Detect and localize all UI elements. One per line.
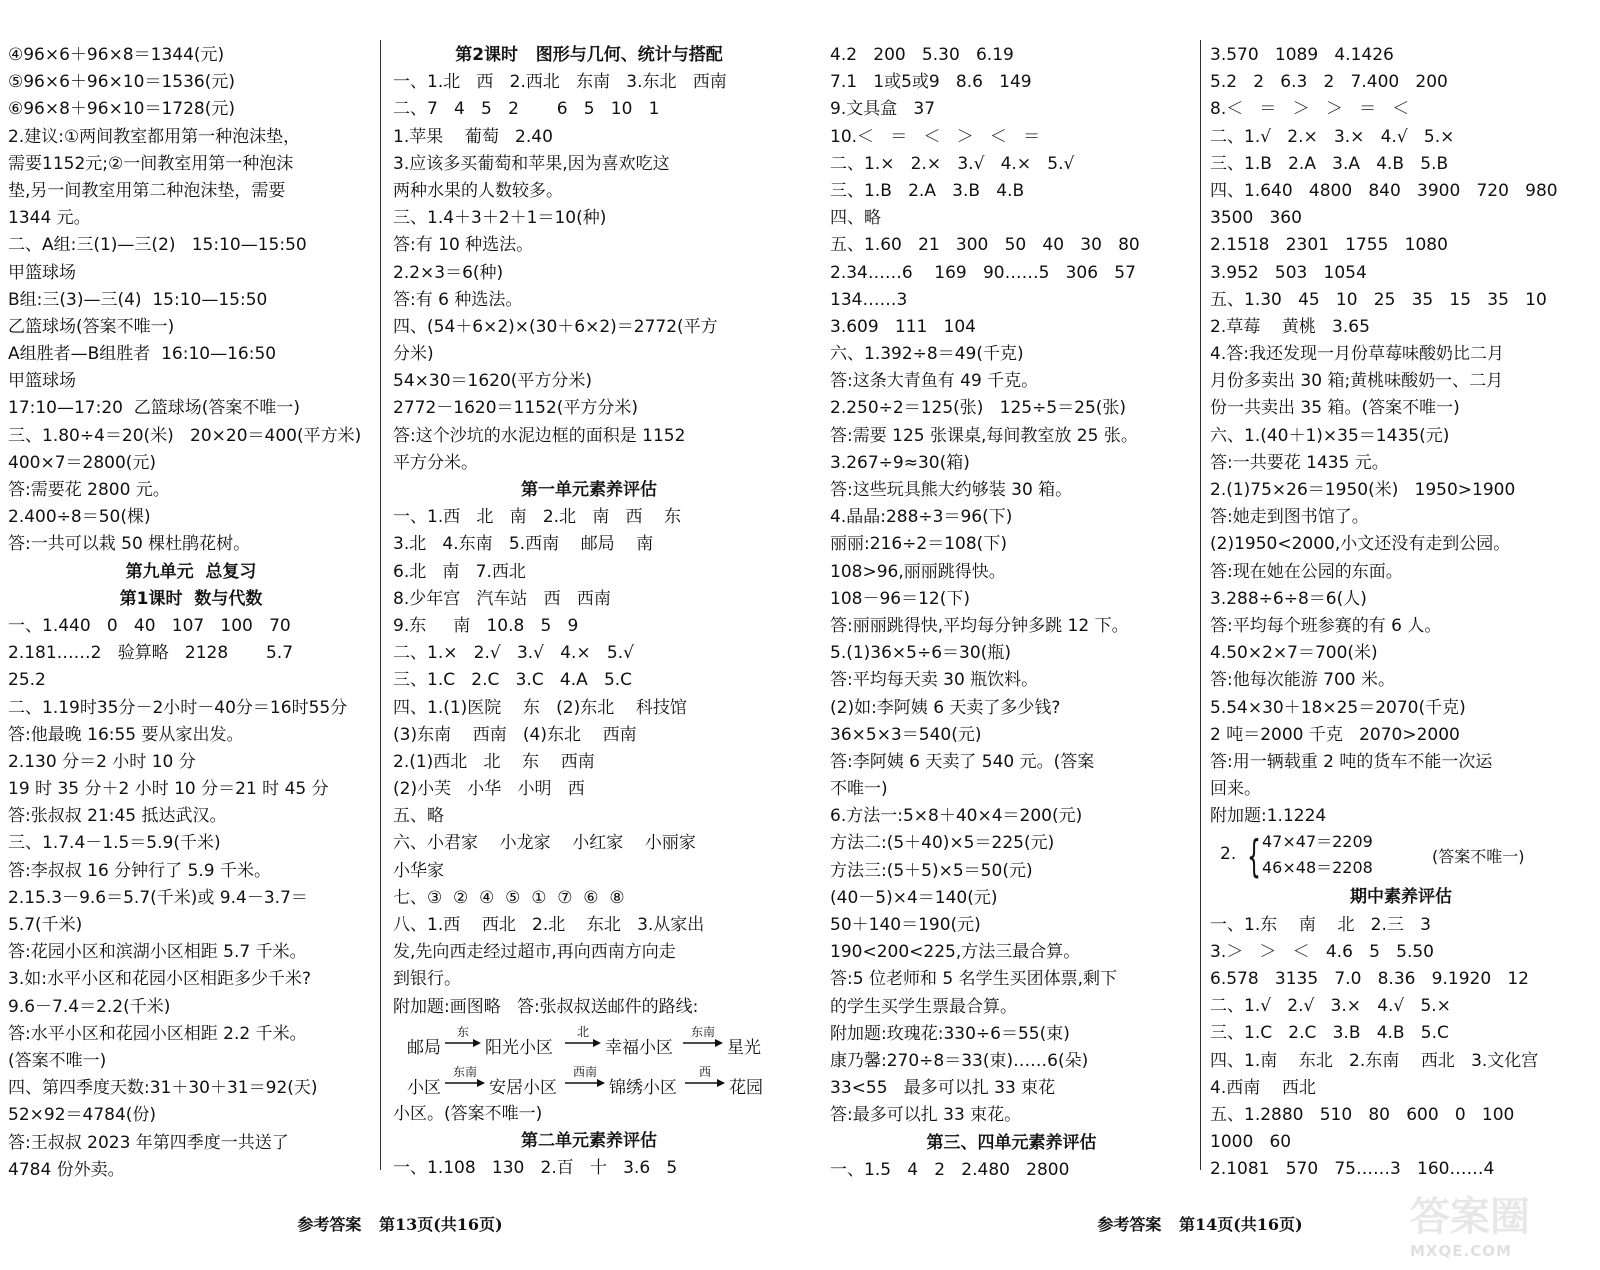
answer-line: 六、1.392÷8＝49(千克): [830, 344, 1024, 365]
answer-line: 方法三:(5＋5)×5＝50(元): [830, 860, 1033, 881]
answer-line: 答:需要 125 张课桌,每间教室放 25 张。: [830, 425, 1138, 446]
answer-line: 五、1.2880 510 80 600 0 100: [1210, 1104, 1515, 1125]
answer-line: ⑥96×8＋96×10＝1728(元): [8, 99, 235, 120]
answer-line: 二、1.19时35分－2小时－40分＝16时55分: [8, 697, 348, 718]
answer-line: 10.＜ ＝ ＜ ＞ ＜ ＝: [830, 126, 1041, 147]
answer-line: 3.609 111 104: [830, 316, 976, 337]
answer-line: (答案不唯一): [8, 1050, 107, 1071]
answer-line: 分米): [393, 344, 434, 365]
route-direction: 东南: [452, 1064, 477, 1079]
route-direction: 西: [698, 1064, 711, 1079]
answer-line: ④96×6＋96×8＝1344(元): [8, 45, 225, 65]
answer-line: 1.苹果 葡萄 2.40: [393, 126, 553, 147]
arrow-icon: [445, 1064, 485, 1093]
answer-line: 2.1081 570 75……3 160……4: [1210, 1159, 1495, 1180]
answer-line: 答:5 位老师和 5 名学生买团体票,剩下: [830, 969, 1117, 990]
answer-line: 三、1.B 2.A 3.B 4.B: [830, 180, 1025, 201]
answer-line: 2 吨＝2000 千克 2070>2000: [1210, 724, 1460, 745]
arrow-icon: [683, 1024, 723, 1053]
answer-line: 一、1.440 0 40 107 100 70: [8, 615, 291, 636]
section-heading: 第二单元素养评估: [521, 1130, 657, 1151]
answer-line: 附加题:玫瑰花:330÷6＝55(束): [830, 1023, 1070, 1044]
column-4-bottom: [1210, 884, 1592, 1183]
route-stop: 星光: [727, 1037, 761, 1058]
watermark-logo: 答案圈: [1410, 1193, 1530, 1240]
answer-line: 答:平均每个班参赛的有 6 人。: [1210, 615, 1442, 636]
answer-line: 7.1 1或5或9 8.6 149: [830, 72, 1032, 93]
answer-line: 2.130 分＝2 小时 10 分: [8, 751, 196, 772]
answer-line: 8.＜ ＝ ＞ ＞ ＝ ＜: [1210, 99, 1410, 120]
answer-line: 三、1.4＋3＋2＋1＝10(种): [393, 208, 607, 229]
answer-line: 9.东 南 10.8 5 9: [393, 615, 579, 636]
answer-line: 方法二:(5＋40)×5＝225(元): [830, 833, 1055, 854]
route-direction: 东: [456, 1024, 469, 1039]
answer-line: 2.(1)西北 北 东 西南: [393, 751, 595, 772]
route-stop: 幸福小区: [605, 1037, 673, 1058]
answer-line: 答:这个沙坑的水泥边框的面积是 1152: [393, 425, 686, 446]
answer-line: 134……3: [830, 289, 908, 310]
answer-line: 答:他最晚 16:55 要从家出发。: [8, 724, 244, 745]
answer-line: 2.400÷8＝50(棵): [8, 507, 151, 528]
footer-page-number: 第13页(共16页): [378, 1215, 503, 1234]
answer-line: 4.2 200 5.30 6.19: [830, 45, 1014, 65]
answer-line: 2.(1)75×26＝1950(米) 1950>1900: [1210, 480, 1516, 500]
answer-line: (3)东南 西南 (4)东北 西南: [393, 724, 637, 745]
answer-line: 一、1.5 4 2 2.480 2800: [830, 1159, 1070, 1180]
route-direction: 西南: [572, 1064, 597, 1079]
answer-line: 答:现在她在公园的东面。: [1210, 561, 1403, 582]
answer-line: 答:最多可以扎 33 束花。: [830, 1105, 1022, 1126]
column-divider: [380, 40, 381, 1170]
column-2: [393, 42, 785, 1182]
answer-line: 2.草莓 黄桃 3.65: [1210, 316, 1370, 337]
answer-line: 答:这些玩具熊大约够装 30 箱。: [830, 480, 1073, 500]
watermark: [1410, 1185, 1600, 1270]
column-3: [830, 42, 1193, 1184]
answer-line: 50＋140＝190(元): [830, 915, 981, 935]
answer-line: 2.250÷2＝125(张) 125÷5＝25(张): [830, 398, 1127, 419]
column-divider: [1200, 40, 1201, 1170]
page-right: [800, 0, 1600, 1270]
answer-line: 回来。: [1210, 779, 1261, 800]
answer-line: 4784 份外卖。: [8, 1159, 125, 1180]
route-stop: 锦绣小区: [609, 1077, 677, 1098]
route-stop: 邮局: [407, 1037, 441, 1058]
arrow-icon: [565, 1024, 601, 1053]
answer-line: 需要1152元;②一间教室用第一种泡沫: [8, 153, 294, 174]
section-heading: 第2课时 图形与几何、统计与搭配: [455, 45, 723, 65]
answer-line: 小华家: [393, 860, 444, 881]
equation-line: 46×48＝2208: [1262, 858, 1373, 878]
answer-line: 3.570 1089 4.1426: [1210, 45, 1394, 65]
answer-line: 2.181……2 验算略 2128 5.7: [8, 643, 294, 664]
answer-line: 答:平均每天卖 30 瓶饮料。: [830, 670, 1039, 691]
answer-line: 3.北 4.东南 5.西南 邮局 南: [393, 534, 654, 555]
column-4-top: [1210, 42, 1592, 830]
section-heading: 期中素养评估: [1350, 887, 1452, 908]
route-stop: 安居小区: [489, 1077, 557, 1098]
route-row-2: [393, 1061, 785, 1101]
answer-line: 答:这条大青鱼有 49 千克。: [830, 371, 1039, 392]
answer-line: 三、1.80÷4＝20(米) 20×20＝400(平方米): [8, 425, 362, 446]
answer-line: (2)1950<2000,小文还没有走到公园。: [1210, 534, 1511, 555]
section-heading: 第九单元 总复习: [125, 561, 257, 582]
answer-line: 3.288÷6÷8＝6(人): [1210, 588, 1367, 609]
answer-line: 一、1.108 130 2.百 十 3.6 5: [393, 1158, 678, 1179]
answer-line: 乙篮球场(答案不唯一): [8, 316, 175, 337]
footer-page-number: 第14页(共16页): [1178, 1215, 1303, 1234]
answer-line: 发,先向西走经过超市,再向西南方向走: [393, 942, 676, 963]
footer-left: [0, 1212, 800, 1235]
answer-line: 1344 元。: [8, 208, 91, 229]
answer-line: 二、1.√ 2.× 3.× 4.√ 5.×: [1210, 126, 1455, 147]
answer-line: (40－5)×4＝140(元): [830, 887, 998, 908]
answer-line: 400×7＝2800(元): [8, 452, 157, 473]
answer-line: 52×92＝4784(份): [8, 1105, 157, 1126]
answer-line: (2)小芙 小华 小明 西: [393, 779, 585, 800]
answer-note: (答案不唯一): [1432, 847, 1525, 867]
brace-icon: {: [1247, 831, 1261, 883]
answer-line: 答:王叔叔 2023 年第四季度一共送了: [8, 1132, 289, 1153]
answer-line: 三、1.C 2.C 3.C 4.A 5.C: [393, 670, 633, 691]
answer-line: (2)如:李阿姨 6 天卖了多少钱?: [830, 697, 1061, 718]
answer-line: 康乃馨:270÷8＝33(束)……6(朵): [830, 1050, 1089, 1071]
answer-line: 4.50×2×7＝700(米): [1210, 643, 1378, 664]
answer-line: 四、1.(1)医院 东 (2)东北 科技馆: [393, 697, 687, 718]
answer-line: 三、1.B 2.A 3.A 4.B 5.B: [1210, 153, 1449, 174]
answer-line: 2.34……6 169 90……5 306 57: [830, 262, 1136, 283]
answer-line: 三、1.C 2.C 3.B 4.B 5.C: [1210, 1023, 1449, 1044]
answer-line: 3.＞ ＞ ＜ 4.6 5 5.50: [1210, 941, 1434, 962]
answer-line: 5.7(千米): [8, 915, 83, 935]
answer-line: 丽丽:216÷2＝108(下): [830, 534, 1007, 555]
answer-line: 四、1.南 东北 2.东南 西北 3.文化宫: [1210, 1050, 1539, 1071]
answer-line: 附加题:1.1224: [1210, 806, 1327, 827]
route-stop: 小区: [407, 1077, 441, 1098]
answer-line: 108－96＝12(下): [830, 588, 970, 609]
answer-line: 二、1.× 2.√ 3.√ 4.× 5.√: [393, 643, 634, 664]
answer-line: 4.答:我还发现一月份草莓味酸奶比二月: [1210, 344, 1504, 365]
answer-line: 八、1.西 西北 2.北 东北 3.从家出: [393, 915, 705, 935]
answer-line: 6.方法一:5×8＋40×4＝200(元): [830, 806, 1083, 827]
answer-line: 9.文具盒 37: [830, 99, 936, 120]
answer-line: 一、1.西 北 南 2.北 南 西 东: [393, 507, 682, 528]
answer-line: 五、1.30 45 10 25 35 15 35 10: [1210, 289, 1547, 310]
answer-line: 答:一共可以栽 50 棵杜鹃花树。: [8, 534, 251, 555]
answer-line: 9.6－7.4＝2.2(千米): [8, 996, 171, 1017]
answer-line: 4.西南 西北: [1210, 1077, 1316, 1098]
answer-line: 36×5×3＝540(元): [830, 724, 982, 745]
arrow-icon: [565, 1064, 605, 1093]
answer-line: 附加题:画图略 答:张叔叔送邮件的路线:: [393, 996, 699, 1017]
answer-line: 答:一共要花 1435 元。: [1210, 452, 1389, 473]
section-heading: 第一单元素养评估: [521, 480, 657, 500]
answer-line: 二、1.√ 2.√ 3.× 4.√ 5.×: [1210, 996, 1451, 1017]
answer-line: 四、第四季度天数:31＋30＋31＝92(天): [8, 1078, 318, 1099]
column-4: [1210, 42, 1592, 1184]
answer-line: 答:有 6 种选法。: [393, 289, 523, 310]
answer-line: 甲篮球场: [8, 371, 76, 392]
column-1: [8, 42, 374, 1184]
answer-line: 2.15.3－9.6＝5.7(千米)或 9.4－3.7＝: [8, 887, 308, 908]
answer-line: 答:他每次能游 700 米。: [1210, 670, 1395, 691]
answer-line: 3.267÷9≈30(箱): [830, 452, 970, 473]
answer-line: 四、略: [830, 208, 881, 229]
section-heading: 第三、四单元素养评估: [926, 1132, 1097, 1153]
answer-line: 5.(1)36×5÷6＝30(瓶): [830, 643, 1011, 664]
answer-line: 答:水平小区和花园小区相距 2.2 千米。: [8, 1023, 307, 1044]
answer-line: 五、略: [393, 806, 444, 827]
route-stop: 花园: [729, 1077, 763, 1098]
answer-line: 月份多卖出 30 箱;黄桃味酸奶一、二月: [1210, 371, 1504, 392]
answer-line: 二、7 4 5 2 6 5 10 1: [393, 99, 660, 120]
column-2-bottom: [393, 1101, 785, 1183]
answer-line: 四、(54＋6×2)×(30＋6×2)＝2772(平方: [393, 316, 718, 337]
answer-line: 54×30＝1620(平方分米): [393, 371, 593, 392]
answer-line: 答:用一辆载重 2 吨的货车不能一次运: [1210, 751, 1493, 772]
answer-line: 小区。(答案不唯一): [393, 1103, 543, 1124]
answer-line: 2772－1620＝1152(平方分米): [393, 398, 639, 419]
answer-line: 答:李叔叔 16 分钟行了 5.9 千米。: [8, 860, 272, 881]
equation-line: 47×47＝2209: [1262, 832, 1373, 852]
answer-line: 5.2 2 6.3 2 7.400 200: [1210, 72, 1448, 93]
answer-line: 的学生买学生票最合算。: [830, 996, 1017, 1017]
arrow-icon: [445, 1024, 481, 1053]
answer-line: 19 时 35 分＋2 小时 10 分＝21 时 45 分: [8, 779, 329, 800]
answer-line: 答:李阿姨 6 天卖了 540 元。(答案: [830, 751, 1095, 772]
answer-line: 份一共卖出 35 箱。(答案不唯一): [1210, 398, 1460, 419]
route-direction: 北: [576, 1024, 589, 1039]
answer-line: 答:她走到图书馆了。: [1210, 507, 1369, 528]
answer-line: 答:张叔叔 21:45 抵达武汉。: [8, 806, 227, 827]
answer-line: 七、③ ② ④ ⑤ ① ⑦ ⑥ ⑧: [393, 887, 625, 908]
brace-equation-block: [1210, 830, 1592, 884]
arrow-icon: [685, 1064, 725, 1093]
answer-line: 答:需要花 2800 元。: [8, 480, 170, 500]
answer-line: 5.54×30＋18×25＝2070(千克): [1210, 697, 1466, 718]
footer-title: 参考答案: [1097, 1215, 1162, 1234]
answer-line: 到银行。: [393, 969, 461, 990]
answer-line: B组:三(3)—三(4) 15:10—15:50: [8, 289, 268, 310]
answer-line: 6.北 南 7.西北: [393, 561, 526, 582]
answer-line: 一、1.北 西 2.西北 东南 3.东北 西南: [393, 72, 727, 93]
answer-line: 甲篮球场: [8, 262, 76, 283]
answer-line: 3.应该多买葡萄和苹果,因为喜欢吃这: [393, 153, 670, 174]
answer-line: 108>96,丽丽跳得快。: [830, 561, 1006, 582]
answer-line: 两种水果的人数较多。: [393, 180, 563, 201]
answer-line: 4.晶晶:288÷3＝96(下): [830, 507, 1013, 528]
answer-line: 答:有 10 种选法。: [393, 235, 534, 256]
answer-line: 1000 60: [1210, 1132, 1292, 1153]
question-number: 2.: [1220, 844, 1237, 865]
watermark-url: MXQE.COM: [1410, 1242, 1512, 1260]
answer-line: 垫,另一间教室用第二种泡沫垫，需要: [8, 180, 286, 201]
answer-line: 六、小君家 小龙家 小红家 小丽家: [393, 833, 696, 854]
answer-line: 三、1.7.4－1.5＝5.9(千米): [8, 833, 221, 854]
section-heading: 第1课时 数与代数: [119, 588, 263, 609]
answer-line: 190<200<225,方法三最合算。: [830, 942, 1081, 963]
answer-line: 25.2: [8, 670, 46, 691]
answer-line: A组胜者—B组胜者 16:10—16:50: [8, 344, 277, 365]
column-2-top: [393, 42, 785, 1021]
route-direction: 东南: [690, 1024, 715, 1039]
answer-line: 四、1.640 4800 840 3900 720 980: [1210, 180, 1558, 201]
answer-line: 2.2×3＝6(种): [393, 262, 504, 283]
answer-line: 6.578 3135 7.0 8.36 9.1920 12: [1210, 969, 1529, 989]
answer-line: 六、1.(40＋1)×35＝1435(元): [1210, 425, 1450, 446]
answer-line: 2.建议:①两间教室都用第一种泡沫垫，: [8, 126, 301, 147]
answer-line: 二、A组:三(1)—三(2) 15:10—15:50: [8, 235, 307, 256]
answer-line: 答:花园小区和滨湖小区相距 5.7 千米。: [8, 942, 307, 963]
answer-line: 33<55 最多可以扎 33 束花: [830, 1078, 1056, 1099]
answer-line: ⑤96×6＋96×10＝1536(元): [8, 72, 235, 93]
answer-line: 8.少年宫 汽车站 西 西南: [393, 588, 611, 609]
footer-title: 参考答案: [297, 1215, 362, 1234]
route-stop: 阳光小区: [485, 1037, 553, 1058]
route-row-1: [393, 1021, 785, 1061]
answer-line: 二、1.× 2.× 3.√ 4.× 5.√: [830, 153, 1075, 174]
answer-line: 2.1518 2301 1755 1080: [1210, 235, 1448, 256]
answer-line: 不唯一): [830, 779, 888, 800]
answer-line: 答:丽丽跳得快,平均每分钟多跳 12 下。: [830, 615, 1129, 636]
answer-line: 3.952 503 1054: [1210, 262, 1367, 283]
answer-line: 五、1.60 21 300 50 40 30 80: [830, 235, 1140, 256]
answer-line: 17:10—17:20 乙篮球场(答案不唯一): [8, 398, 301, 419]
answer-line: 3.如:水平小区和花园小区相距多少千米?: [8, 969, 311, 990]
answer-line: 3500 360: [1210, 208, 1302, 229]
answer-line: 平方分米。: [393, 452, 478, 473]
answer-line: 一、1.东 南 北 2.三 3: [1210, 914, 1431, 935]
